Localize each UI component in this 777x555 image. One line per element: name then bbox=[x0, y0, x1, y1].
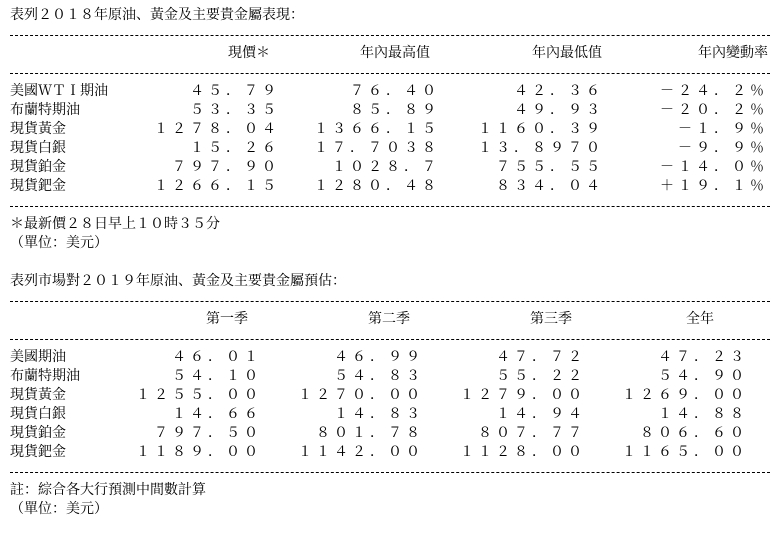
table-cell: ４６．９９ bbox=[334, 349, 424, 365]
table-cell: １２５５．００ bbox=[136, 387, 262, 403]
table-cell: ５４．８３ bbox=[334, 368, 424, 384]
table-cell: ８５．８９ bbox=[350, 102, 440, 118]
table-cell: １７．７０３８ bbox=[314, 140, 440, 156]
divider bbox=[10, 25, 770, 44]
table-cell: １４．９４ bbox=[496, 406, 586, 422]
table-cell: １４．６６ bbox=[172, 406, 262, 422]
document bbox=[10, 6, 770, 519]
table-cell: １１６０．３９ bbox=[478, 121, 604, 137]
table-cell: １３６６．１５ bbox=[314, 121, 440, 137]
column-header: 現價＊ bbox=[228, 45, 270, 61]
row-label: 現貨黃金 bbox=[10, 121, 66, 137]
table-row bbox=[10, 348, 770, 367]
table-cell: １３．８９７０ bbox=[478, 140, 604, 156]
row-label: 現貨鈀金 bbox=[10, 444, 66, 460]
table-row bbox=[10, 120, 770, 139]
table-cell: ４７．２３ bbox=[658, 349, 748, 365]
column-header: 第一季 bbox=[206, 311, 248, 327]
row-label: 美國期油 bbox=[10, 349, 66, 365]
divider bbox=[10, 329, 770, 348]
table-cell: １２６６．１５ bbox=[154, 178, 280, 194]
table-cell: １２６９．００ bbox=[622, 387, 748, 403]
table-row bbox=[10, 405, 770, 424]
table-cell: ７６．４０ bbox=[350, 83, 440, 99]
table-row bbox=[10, 139, 770, 158]
table-cell: ８３４．０４ bbox=[496, 178, 604, 194]
table-cell: １２７８．０４ bbox=[154, 121, 280, 137]
table1-header-row bbox=[10, 44, 770, 63]
table-cell: ８０７．７７ bbox=[478, 425, 586, 441]
table-row bbox=[10, 82, 770, 101]
table-cell: ＋１９．１％ bbox=[660, 178, 768, 194]
table-cell: １５．２６ bbox=[190, 140, 280, 156]
table-cell: ８０１．７８ bbox=[316, 425, 424, 441]
table-cell: １２７９．００ bbox=[460, 387, 586, 403]
column-header: 全年 bbox=[686, 311, 714, 327]
table-cell: １２７０．００ bbox=[298, 387, 424, 403]
table1-note: ＊最新價２８日早上１０時３５分 bbox=[10, 216, 220, 232]
table-row bbox=[10, 158, 770, 177]
table-cell: １１４２．００ bbox=[298, 444, 424, 460]
row-label: 現貨白銀 bbox=[10, 140, 66, 156]
divider bbox=[10, 462, 770, 481]
row-label: 現貨鉑金 bbox=[10, 159, 66, 175]
column-header: 第三季 bbox=[530, 311, 572, 327]
table-cell: ４２．３６ bbox=[514, 83, 604, 99]
table-cell: －１４．０％ bbox=[660, 159, 768, 175]
table-cell: ４７．７２ bbox=[496, 349, 586, 365]
table2-unit: （單位：美元） bbox=[10, 501, 108, 517]
table-cell: １１６５．００ bbox=[622, 444, 748, 460]
row-label: 美國ＷＴＩ期油 bbox=[10, 83, 108, 99]
table1-unit: （單位：美元） bbox=[10, 235, 108, 251]
table-cell: １４．８８ bbox=[658, 406, 748, 422]
table-cell: －２４．２％ bbox=[660, 83, 768, 99]
table-cell: １０２８．７ bbox=[332, 159, 440, 175]
divider bbox=[10, 196, 770, 215]
row-label: 布蘭特期油 bbox=[10, 368, 80, 384]
table-row bbox=[10, 443, 770, 462]
table-row bbox=[10, 101, 770, 120]
table-cell: ７９７．５０ bbox=[154, 425, 262, 441]
table2-title: 表列市場對２０１９年原油、黃金及主要貴金屬預估： bbox=[10, 273, 346, 289]
divider bbox=[10, 291, 770, 310]
row-label: 現貨白銀 bbox=[10, 406, 66, 422]
table-row bbox=[10, 386, 770, 405]
table1-title: 表列２０１８年原油、黃金及主要貴金屬表現： bbox=[10, 7, 304, 23]
table-row bbox=[10, 177, 770, 196]
table-cell: １４．８３ bbox=[334, 406, 424, 422]
table-cell: １１８９．００ bbox=[136, 444, 262, 460]
table-cell: －１．９％ bbox=[678, 121, 768, 137]
table-cell: ５４．１０ bbox=[172, 368, 262, 384]
table2-note: 註：綜合各大行預測中間數計算 bbox=[10, 482, 206, 498]
table-row bbox=[10, 367, 770, 386]
table-cell: ４５．７９ bbox=[190, 83, 280, 99]
table-cell: ７９７．９０ bbox=[172, 159, 280, 175]
column-header: 第二季 bbox=[368, 311, 410, 327]
table-cell: －９．９％ bbox=[678, 140, 768, 156]
table-cell: ４６．０１ bbox=[172, 349, 262, 365]
table-row bbox=[10, 424, 770, 443]
table-cell: １１２８．００ bbox=[460, 444, 586, 460]
row-label: 現貨黃金 bbox=[10, 387, 66, 403]
column-header: 年內最低值 bbox=[532, 45, 602, 61]
row-label: 現貨鈀金 bbox=[10, 178, 66, 194]
row-label: 布蘭特期油 bbox=[10, 102, 80, 118]
table-cell: ５５．２２ bbox=[496, 368, 586, 384]
row-label: 現貨鉑金 bbox=[10, 425, 66, 441]
table-cell: ５４．９０ bbox=[658, 368, 748, 384]
table-cell: ８０６．６０ bbox=[640, 425, 748, 441]
table-cell: ４９．９３ bbox=[514, 102, 604, 118]
table2-header-row bbox=[10, 310, 770, 329]
table-cell: ５３．３５ bbox=[190, 102, 280, 118]
column-header: 年內變動率 bbox=[698, 45, 768, 61]
table-cell: －２０．２％ bbox=[660, 102, 768, 118]
table-cell: １２８０．４８ bbox=[314, 178, 440, 194]
table-cell: ７５５．５５ bbox=[496, 159, 604, 175]
divider bbox=[10, 63, 770, 82]
column-header: 年內最高值 bbox=[360, 45, 430, 61]
